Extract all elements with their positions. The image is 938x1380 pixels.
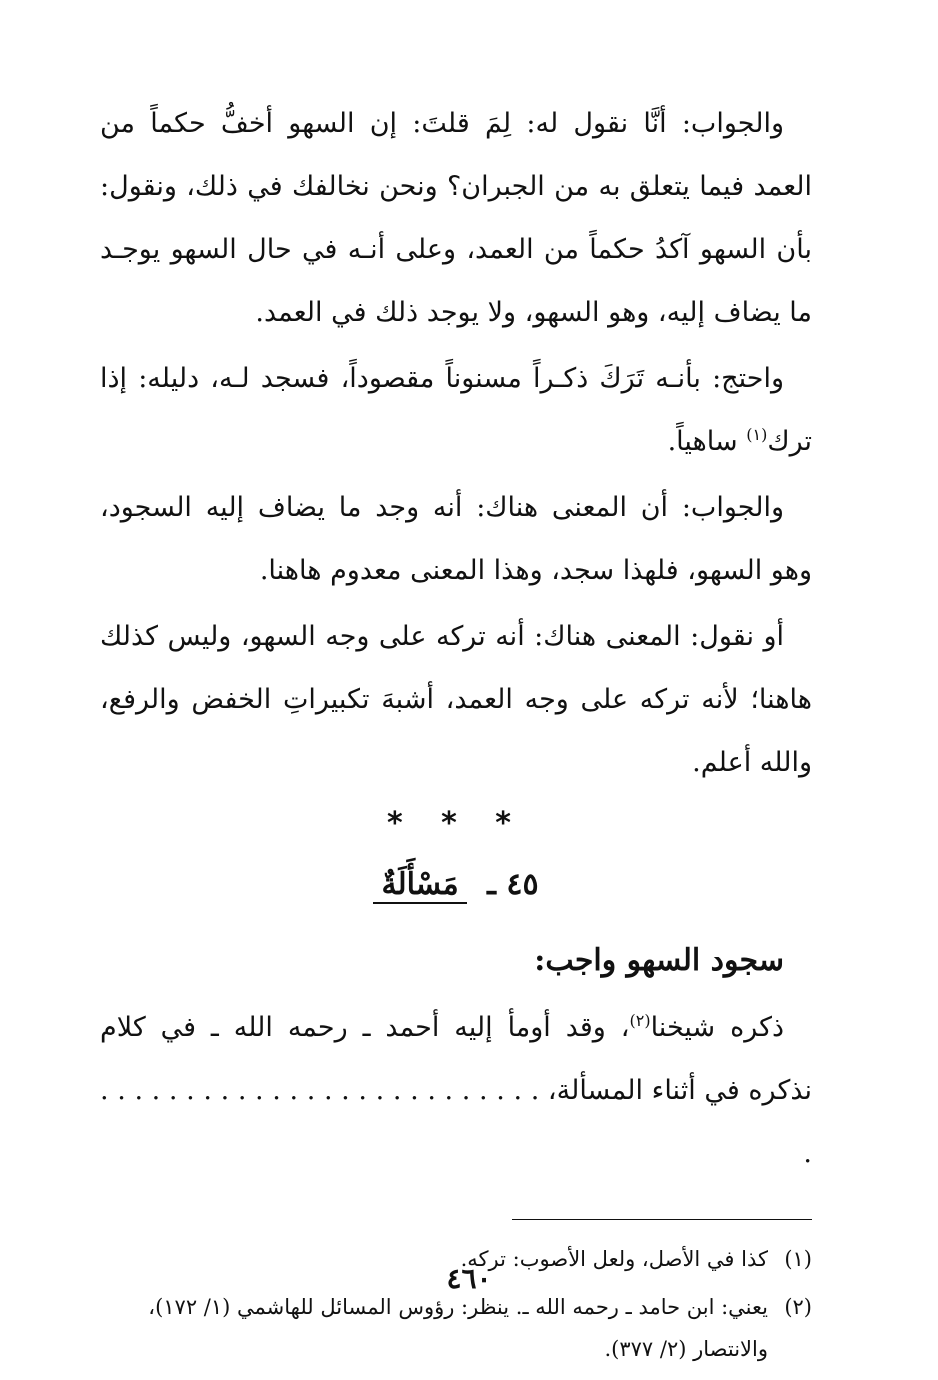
paragraph-text: واحتج: بأنـه تَرَكَ ذكـراً مسنوناً مقصوداً، فسجد لـه، دليله: إذا ترك — [100, 363, 812, 457]
page-content — [100, 92, 812, 1376]
paragraph-text: أو نقول: المعنى هناك: أنه تركه على وجه السهو، وليس كذلك هاهنا؛ لأنه تركه على وجه العمد، أشبهَ تكبيراتِ الخفض والرفع، والله أعلم. — [100, 621, 812, 778]
paragraph-text-end: ، وقد أومأ إليه أحمد ـ رحمه الله ـ في كلام نذكره في أثناء المسألة، . . . . . . . . . . . . . . . . . . . . . . . . . . . — [100, 1012, 812, 1169]
footnote-text: كذا في الأصل، ولعل الأصوب: تركه. — [460, 1247, 768, 1271]
issue-title: مَسْأَلَةٌ — [373, 867, 466, 904]
footnote-item — [100, 1286, 812, 1370]
footnote-reference-2[interactable]: (٢) — [629, 1011, 651, 1030]
footnote-number: (٢) — [784, 1295, 812, 1319]
footnote-reference-1[interactable]: (١) — [746, 425, 768, 444]
paragraph-issue-text — [100, 996, 812, 1185]
footnote-divider — [512, 1219, 812, 1220]
footnote-text: يعني: ابن حامد ـ رحمه الله ـ. ينظر: رؤوس المسائل للهاشمي (١/ ١٧٢)، والانتصار (٢/ ٣٧٧). — [148, 1295, 768, 1361]
footnote-number: (١) — [784, 1247, 812, 1271]
issue-number: ٤٥ ـ — [487, 867, 539, 902]
paragraph-argument — [100, 347, 812, 473]
paragraph-text-end: ساهياً. — [667, 426, 747, 457]
paragraph-answer-2 — [100, 476, 812, 602]
paragraph-text: والجواب: أنَّا نقول له: لِمَ قلتَ: إن السهو أخفُّ حكماً من العمد فيما يتعلق به من الجبران؟ ونحن نخالفك في ذلك، ونقول: بأن السهو آكدُ حكماً من العمد، وعلى أنـه في حال السهو يوجـد ما يضاف إليه، وهو السهو، ولا يوجد ذلك في العمد. — [100, 108, 812, 328]
issue-subheading: سجود السهو واجب: — [534, 943, 784, 978]
paragraph-text: والجواب: أن المعنى هناك: أنه وجد ما يضاف إليه السجود، وهو السهو، فلهذا سجد، وهذا المعنى معدوم هاهنا. — [100, 492, 812, 586]
paragraph-alternative — [100, 605, 812, 794]
section-separator: * * * — [387, 806, 525, 841]
page-number: ٤٦٠ — [446, 1262, 492, 1295]
paragraph-text: ذكره شيخنا — [650, 1012, 784, 1043]
issue-heading — [100, 850, 812, 920]
paragraph-answer-1 — [100, 92, 812, 344]
